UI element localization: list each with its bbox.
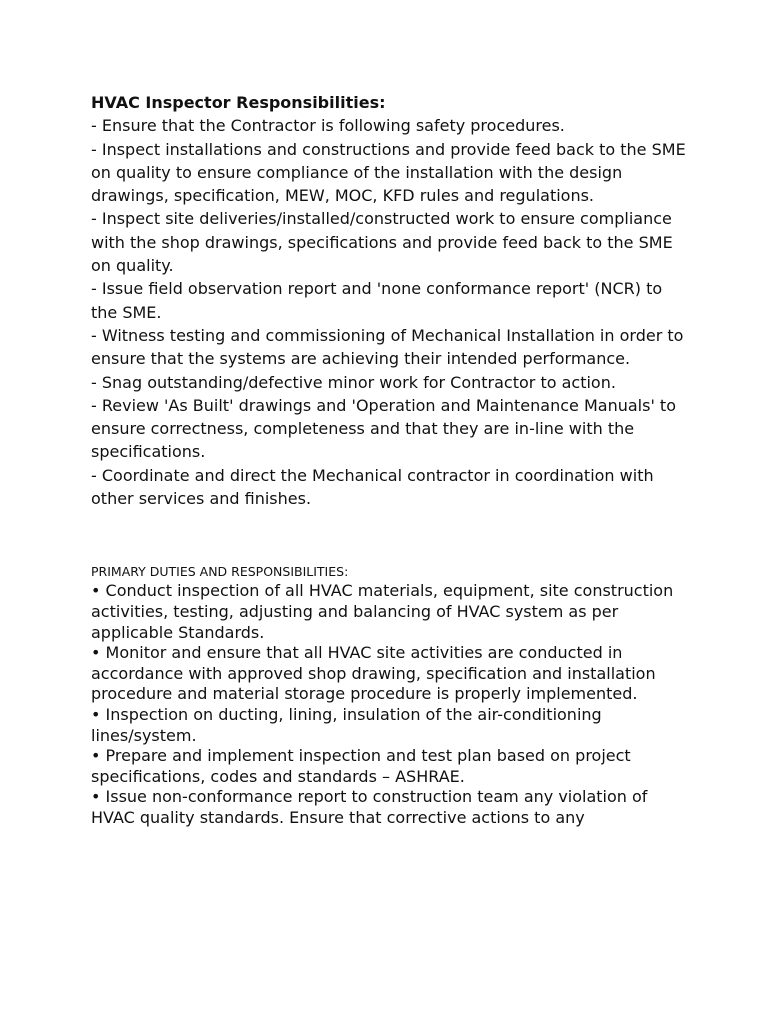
- responsibility-item: - Review 'As Built' drawings and 'Operation and Maintenance Manuals' to ensure correctness, completeness and that they are in-line with the specifications.: [91, 395, 676, 462]
- responsibility-item: - Coordinate and direct the Mechanical contractor in coordination with other services and finishes.: [91, 465, 654, 509]
- primary-duties-section: [91, 563, 691, 828]
- duty-item: • Inspection on ducting, lining, insulation of the air-conditioning lines/system.: [91, 704, 602, 745]
- section-spacer: [91, 510, 691, 563]
- inspector-responsibilities-section: [91, 91, 691, 510]
- duty-item: • Issue non-conformance report to construction team any violation of HVAC quality standards. Ensure that corrective actions to any: [91, 787, 648, 827]
- responsibility-item: - Inspect site deliveries/installed/constructed work to ensure compliance with the shop drawings, specifications and provide feed back to the SME on quality.: [91, 209, 673, 276]
- document-page: [91, 91, 691, 828]
- responsibility-item: - Snag outstanding/defective minor work for Contractor to action.: [91, 372, 616, 392]
- section-heading: PRIMARY DUTIES AND RESPONSIBILITIES:: [91, 564, 349, 580]
- duty-item: • Prepare and implement inspection and test plan based on project specifications, codes and standards – ASHRAE.: [91, 746, 631, 786]
- responsibility-item: - Witness testing and commissioning of Mechanical Installation in order to ensure that the systems are achieving their intended performance.: [91, 325, 684, 369]
- section-heading: HVAC Inspector Responsibilities:: [91, 93, 386, 112]
- responsibility-item: - Inspect installations and constructions and provide feed back to the SME on quality to ensure compliance of the installation with the design drawings, specification, MEW, MOC, KFD rules and regulations.: [91, 139, 686, 206]
- responsibility-item: - Ensure that the Contractor is following safety procedures.: [91, 116, 565, 136]
- responsibility-item: - Issue field observation report and 'none conformance report' (NCR) to the SME.: [91, 279, 663, 322]
- duty-item: • Conduct inspection of all HVAC materials, equipment, site construction activities, testing, adjusting and balancing of HVAC system as per applicable Standards.: [91, 581, 674, 642]
- duty-item: • Monitor and ensure that all HVAC site activities are conducted in accordance with approved shop drawing, specification and installation procedure and material storage procedure is properly implemented.: [91, 643, 656, 704]
